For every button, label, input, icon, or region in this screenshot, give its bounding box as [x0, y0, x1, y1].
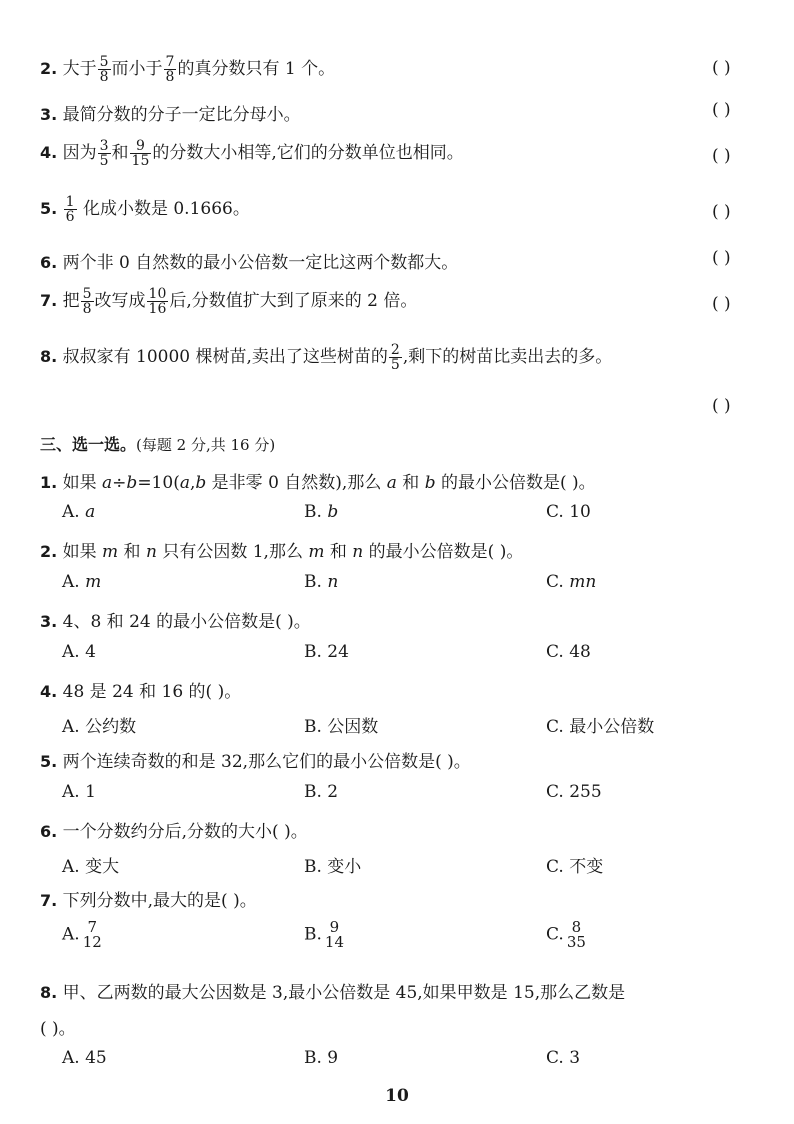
- option-b[interactable]: B. 9 14: [304, 918, 344, 951]
- item-number: 2.: [40, 59, 58, 78]
- section-note: (每题 2 分,共 16 分): [136, 436, 276, 454]
- option-c[interactable]: C. 不变: [546, 857, 604, 877]
- option-a[interactable]: A. 7 12: [62, 918, 102, 951]
- option-a[interactable]: A. 公约数: [62, 717, 137, 737]
- section-title: 三、选一选。(每题 2 分,共 16 分): [40, 435, 276, 454]
- choice-question-6: 6. 一个分数约分后,分数的大小( )。: [40, 822, 308, 842]
- answer-blank[interactable]: ( ): [712, 396, 731, 416]
- item-text: 大于: [62, 59, 97, 79]
- option-a[interactable]: A. 变大: [62, 857, 120, 877]
- judge-item-8: 8. 叔叔家有 10000 棵树苗,卖出了这些树苗的 $\frac{2}{5}$ ,剩下的树苗比卖出去的多。: [40, 342, 613, 373]
- item-text: 最简分数的分子一定比分母小。: [62, 105, 301, 125]
- judge-item-6: 6. 两个非 0 自然数的最小公倍数一定比这两个数都大。: [40, 253, 459, 273]
- choice-question-2: 2. 如果 m 和 n 只有公因数 1,那么 m 和 n 的最小公倍数是( )。: [40, 542, 524, 562]
- fraction: 8 35: [566, 918, 586, 951]
- option-b[interactable]: B. 24: [304, 642, 349, 662]
- judge-item-4: 4. 因为 $\frac{3}{5}$ 和 $\frac{9}{15}$ 的分数大小相等,它们的分数单位也相同。: [40, 138, 464, 169]
- choice-question-8-cont: ( )。: [40, 1019, 76, 1039]
- option-c[interactable]: C. 3: [546, 1048, 581, 1068]
- option-b[interactable]: B. 变小: [304, 857, 362, 877]
- option-a[interactable]: A. 45: [62, 1048, 107, 1068]
- option-c[interactable]: C. 最小公倍数: [546, 717, 655, 737]
- fraction: $\frac{9}{15}$: [131, 138, 150, 169]
- judge-item-5: 5. $\frac{1}{6}$ 化成小数是 0.1666。: [40, 194, 250, 225]
- fraction: 7 12: [82, 918, 102, 951]
- answer-blank[interactable]: ( ): [712, 248, 731, 268]
- fraction: $\frac{1}{6}$: [65, 194, 75, 225]
- fraction: $\frac{7}{8}$: [165, 54, 175, 85]
- page-number: 10: [385, 1086, 409, 1106]
- choice-question-5: 5. 两个连续奇数的和是 32,那么它们的最小公倍数是( )。: [40, 752, 471, 772]
- option-b[interactable]: B. 2: [304, 782, 339, 802]
- judge-item-2: [40, 54, 335, 84]
- choice-question-4: 4. 48 是 24 和 16 的( )。: [40, 682, 242, 702]
- judge-item-7: 7. 把 $\frac{5}{8}$ 改写成 $\frac{10}{16}$ 后,分数值扩大到了原来的 2 倍。: [40, 286, 418, 317]
- fraction: $\frac{10}{16}$: [148, 286, 167, 317]
- choice-question-1: 1. 如果 a÷b=10(a,b 是非零 0 自然数),那么 a 和 b 的最小公倍数是( )。: [40, 473, 596, 493]
- fraction: $\frac{5}{8}$: [82, 286, 92, 317]
- choice-question-7: 7. 下列分数中,最大的是( )。: [40, 891, 257, 911]
- choice-question-8: 8. 甲、乙两数的最大公因数是 3,最小公倍数是 45,如果甲数是 15,那么乙数是: [40, 983, 626, 1003]
- option-a[interactable]: A. a: [62, 502, 96, 522]
- item-text: 的真分数只有 1 个。: [177, 59, 336, 79]
- option-b[interactable]: B. 9: [304, 1048, 339, 1068]
- option-c[interactable]: C. 48: [546, 642, 591, 662]
- answer-blank[interactable]: ( ): [712, 58, 731, 78]
- fraction: $\frac{5}{8}$: [99, 54, 109, 85]
- option-a[interactable]: A. 1: [62, 782, 96, 802]
- option-c[interactable]: C. 10: [546, 502, 591, 522]
- option-c[interactable]: C. 255: [546, 782, 602, 802]
- answer-blank[interactable]: ( ): [712, 100, 731, 120]
- item-text: 而小于: [111, 59, 163, 79]
- option-b[interactable]: B. n: [304, 572, 339, 592]
- fraction: $\frac{3}{5}$: [99, 138, 109, 169]
- option-c[interactable]: C. mn: [546, 572, 597, 592]
- option-a[interactable]: A. 4: [62, 642, 96, 662]
- fraction: $\frac{2}{5}$: [390, 342, 400, 373]
- choice-question-3: 3. 4、8 和 24 的最小公倍数是( )。: [40, 612, 311, 632]
- answer-blank[interactable]: ( ): [712, 202, 731, 222]
- option-c[interactable]: C. 8 35: [546, 918, 586, 951]
- option-b[interactable]: B. 公因数: [304, 717, 379, 737]
- answer-blank[interactable]: ( ): [712, 294, 731, 314]
- option-b[interactable]: B. b: [304, 502, 339, 522]
- judge-item-3: 3. 最简分数的分子一定比分母小。: [40, 105, 301, 125]
- fraction: 9 14: [324, 918, 344, 951]
- answer-blank[interactable]: ( ): [712, 146, 731, 166]
- option-a[interactable]: A. m: [62, 572, 102, 592]
